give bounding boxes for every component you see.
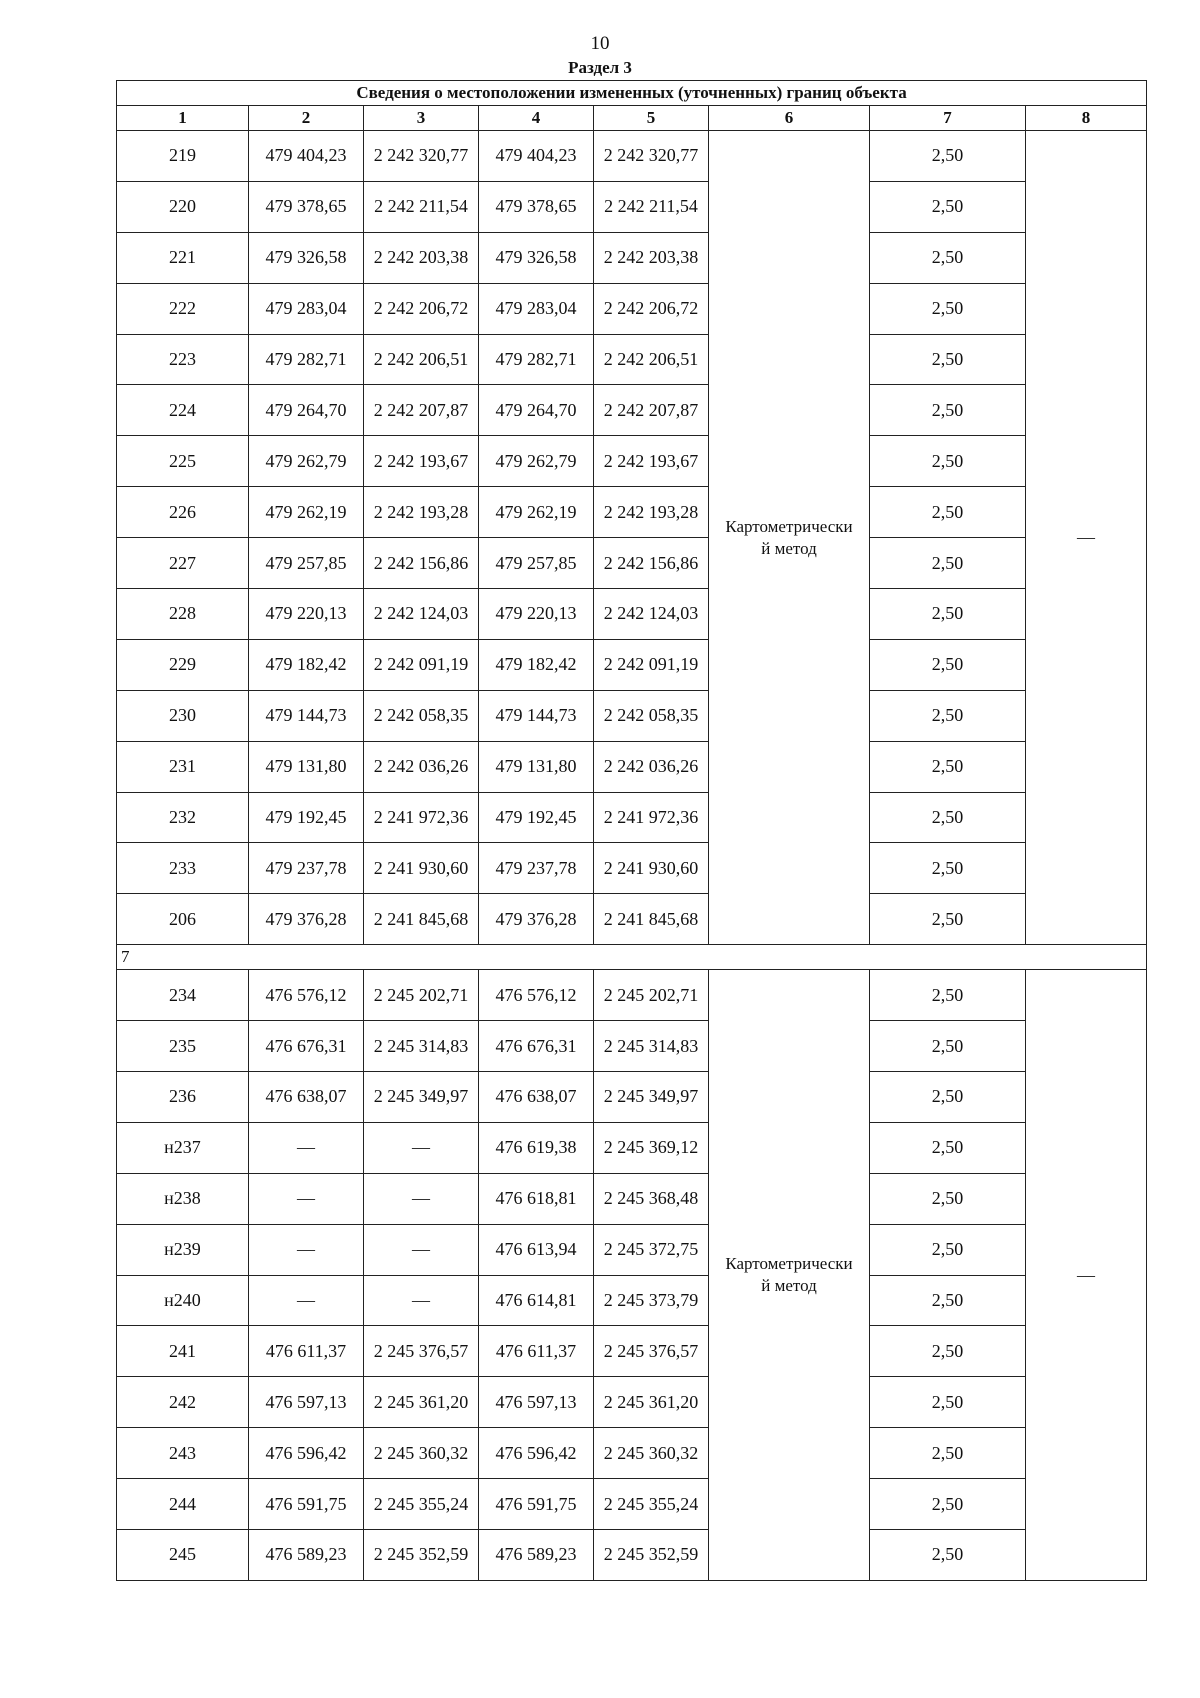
coordinate-cell: 476 638,07 (479, 1072, 594, 1123)
column-number: 2 (249, 106, 364, 131)
method-line: Картометрически (725, 1254, 853, 1274)
column-number: 5 (594, 106, 709, 131)
coordinate-cell: 2 242 206,51 (364, 334, 479, 385)
coordinate-cell: 479 192,45 (479, 792, 594, 843)
coordinate-cell: 2 245 314,83 (364, 1021, 479, 1072)
table-row (117, 1479, 1147, 1530)
coordinate-cell: 2 241 972,36 (364, 792, 479, 843)
coordinate-cell: 2 242 036,26 (364, 741, 479, 792)
coordinate-cell: — (249, 1224, 364, 1275)
coordinate-cell: 2 245 355,24 (364, 1479, 479, 1530)
coordinate-cell: 2 245 355,24 (594, 1479, 709, 1530)
table-row (117, 1072, 1147, 1123)
point-number-cell: 220 (117, 181, 249, 232)
point-number-cell: 227 (117, 538, 249, 589)
coordinate-cell: 479 376,28 (249, 894, 364, 945)
point-number-cell: 242 (117, 1377, 249, 1428)
coordinate-cell: 2 242 156,86 (594, 538, 709, 589)
column-number: 1 (117, 106, 249, 131)
group-label-row (117, 945, 1147, 970)
accuracy-cell: 2,50 (870, 792, 1026, 843)
coordinate-cell: 2 242 058,35 (594, 690, 709, 741)
accuracy-cell: 2,50 (870, 1224, 1026, 1275)
coordinate-cell: 479 262,19 (479, 487, 594, 538)
point-number-cell: 234 (117, 970, 249, 1021)
table-row (117, 131, 1147, 182)
point-number-cell: 236 (117, 1072, 249, 1123)
coordinate-cell: 476 597,13 (249, 1377, 364, 1428)
point-number-cell: н237 (117, 1122, 249, 1173)
coordinate-cell: 479 326,58 (249, 232, 364, 283)
point-number-cell: 222 (117, 283, 249, 334)
column-number: 7 (870, 106, 1026, 131)
coordinate-cell: 2 241 845,68 (594, 894, 709, 945)
table-row (117, 487, 1147, 538)
coordinate-cell: 479 220,13 (249, 589, 364, 640)
table-row (117, 1377, 1147, 1428)
coordinate-cell: 476 597,13 (479, 1377, 594, 1428)
table-row (117, 1326, 1147, 1377)
coordinate-cell: 2 245 360,32 (594, 1428, 709, 1479)
table-row (117, 181, 1147, 232)
point-number-cell: н238 (117, 1173, 249, 1224)
coordinate-cell: 479 182,42 (249, 639, 364, 690)
coordinate-cell: 2 242 091,19 (594, 639, 709, 690)
table-row (117, 1275, 1147, 1326)
coordinate-cell: — (249, 1122, 364, 1173)
table-row (117, 1021, 1147, 1072)
point-number-cell: 226 (117, 487, 249, 538)
group-label: 7 (117, 945, 1147, 970)
point-number-cell: н239 (117, 1224, 249, 1275)
accuracy-cell: 2,50 (870, 1479, 1026, 1530)
table-row (117, 690, 1147, 741)
accuracy-cell: 2,50 (870, 1021, 1026, 1072)
coordinate-cell: 479 283,04 (249, 283, 364, 334)
coordinate-cell: 479 192,45 (249, 792, 364, 843)
coordinate-cell: 476 596,42 (479, 1428, 594, 1479)
table-row (117, 894, 1147, 945)
coordinate-cell: 479 282,71 (479, 334, 594, 385)
point-number-cell: 221 (117, 232, 249, 283)
coordinate-cell: 2 245 361,20 (364, 1377, 479, 1428)
coordinate-cell: — (364, 1122, 479, 1173)
coordinate-cell: 2 242 203,38 (594, 232, 709, 283)
coordinate-cell: — (364, 1173, 479, 1224)
coordinate-cell: 479 257,85 (249, 538, 364, 589)
coordinate-cell: 2 245 352,59 (364, 1530, 479, 1581)
point-number-cell: 232 (117, 792, 249, 843)
coordinate-cell: 476 676,31 (249, 1021, 364, 1072)
table-row (117, 741, 1147, 792)
coordinate-cell: 2 245 349,97 (594, 1072, 709, 1123)
coordinate-cell: 476 611,37 (479, 1326, 594, 1377)
coordinate-cell: 2 242 124,03 (364, 589, 479, 640)
table-row (117, 283, 1147, 334)
table-row (117, 1224, 1147, 1275)
accuracy-cell: 2,50 (870, 283, 1026, 334)
coordinate-cell: 476 576,12 (249, 970, 364, 1021)
table-row (117, 436, 1147, 487)
coordinate-cell: 2 245 352,59 (594, 1530, 709, 1581)
coordinate-cell: 2 242 206,72 (364, 283, 479, 334)
accuracy-cell: 2,50 (870, 181, 1026, 232)
coordinate-cell: 479 326,58 (479, 232, 594, 283)
accuracy-cell: 2,50 (870, 1428, 1026, 1479)
accuracy-cell: 2,50 (870, 131, 1026, 182)
column-8-cell: — (1026, 970, 1147, 1581)
coordinate-cell: — (249, 1173, 364, 1224)
coordinate-cell: 479 262,79 (249, 436, 364, 487)
coordinate-cell: 476 591,75 (249, 1479, 364, 1530)
coordinate-cell: 2 242 320,77 (364, 131, 479, 182)
coordinate-cell: 479 282,71 (249, 334, 364, 385)
point-number-cell: 230 (117, 690, 249, 741)
table-row (117, 232, 1147, 283)
accuracy-cell: 2,50 (870, 1326, 1026, 1377)
point-number-cell: 244 (117, 1479, 249, 1530)
coordinate-cell: 2 245 368,48 (594, 1173, 709, 1224)
accuracy-cell: 2,50 (870, 1530, 1026, 1581)
table-row (117, 589, 1147, 640)
accuracy-cell: 2,50 (870, 843, 1026, 894)
coordinate-cell: 2 245 360,32 (364, 1428, 479, 1479)
point-number-cell: 229 (117, 639, 249, 690)
accuracy-cell: 2,50 (870, 538, 1026, 589)
coordinate-cell: 2 242 193,28 (594, 487, 709, 538)
coordinate-cell: 476 576,12 (479, 970, 594, 1021)
coordinate-cell: 2 242 320,77 (594, 131, 709, 182)
coordinate-cell: — (249, 1275, 364, 1326)
table-row (117, 385, 1147, 436)
coordinate-cell: 479 262,19 (249, 487, 364, 538)
point-number-cell: 228 (117, 589, 249, 640)
coordinate-cell: 479 237,78 (479, 843, 594, 894)
point-number-cell: 224 (117, 385, 249, 436)
method-line: й метод (761, 1276, 817, 1296)
coordinate-cell: 2 242 193,67 (364, 436, 479, 487)
coordinate-cell: 2 242 193,67 (594, 436, 709, 487)
section-title: Раздел 3 (568, 58, 632, 77)
coordinate-cell: 479 264,70 (479, 385, 594, 436)
coordinate-cell: 2 242 206,51 (594, 334, 709, 385)
coordinate-cell: 479 404,23 (249, 131, 364, 182)
coordinate-cell: 2 245 372,75 (594, 1224, 709, 1275)
accuracy-cell: 2,50 (870, 1122, 1026, 1173)
coordinate-cell: 2 245 202,71 (364, 970, 479, 1021)
accuracy-cell: 2,50 (870, 487, 1026, 538)
coordinate-cell: 2 242 207,87 (364, 385, 479, 436)
coordinate-cell: 2 242 193,28 (364, 487, 479, 538)
accuracy-cell: 2,50 (870, 385, 1026, 436)
accuracy-cell: 2,50 (870, 690, 1026, 741)
coordinate-cell: 479 144,73 (479, 690, 594, 741)
point-number-cell: 243 (117, 1428, 249, 1479)
coordinate-cell: 2 245 361,20 (594, 1377, 709, 1428)
accuracy-cell: 2,50 (870, 894, 1026, 945)
coordinate-cell: 2 245 349,97 (364, 1072, 479, 1123)
accuracy-cell: 2,50 (870, 1072, 1026, 1123)
point-number-cell: 231 (117, 741, 249, 792)
table-row (117, 1428, 1147, 1479)
table-row (117, 538, 1147, 589)
method-line: Картометрически (725, 516, 853, 536)
coordinate-cell: 2 242 207,87 (594, 385, 709, 436)
table-caption: Сведения о местоположении измененных (уточненных) границ объекта (117, 81, 1147, 106)
coordinate-cell: 2 245 376,57 (594, 1326, 709, 1377)
coordinate-cell: 479 283,04 (479, 283, 594, 334)
coordinate-cell: 476 638,07 (249, 1072, 364, 1123)
method-cell (709, 970, 870, 1581)
coordinate-cell: 479 182,42 (479, 639, 594, 690)
table-row (117, 1122, 1147, 1173)
method-cell (709, 131, 870, 945)
coordinate-cell: 479 257,85 (479, 538, 594, 589)
coordinate-cell: 476 676,31 (479, 1021, 594, 1072)
coordinate-cell: 2 245 314,83 (594, 1021, 709, 1072)
point-number-cell: 206 (117, 894, 249, 945)
coordinate-cell: 2 242 211,54 (364, 181, 479, 232)
coordinate-cell: 476 611,37 (249, 1326, 364, 1377)
accuracy-cell: 2,50 (870, 1173, 1026, 1224)
point-number-cell: 223 (117, 334, 249, 385)
coordinate-cell: 2 242 211,54 (594, 181, 709, 232)
column-number-row (117, 106, 1147, 131)
coordinate-cell: 479 131,80 (479, 741, 594, 792)
column-8-cell: — (1026, 131, 1147, 945)
coordinate-cell: 2 242 091,19 (364, 639, 479, 690)
coordinate-cell: 476 596,42 (249, 1428, 364, 1479)
coordinate-cell: 479 262,79 (479, 436, 594, 487)
coordinate-cell: 2 242 036,26 (594, 741, 709, 792)
coordinate-cell: 479 264,70 (249, 385, 364, 436)
point-number-cell: н240 (117, 1275, 249, 1326)
coordinate-cell: 479 144,73 (249, 690, 364, 741)
coordinate-cell: 479 220,13 (479, 589, 594, 640)
table-row (117, 792, 1147, 843)
coordinate-cell: 2 242 058,35 (364, 690, 479, 741)
page-number: 10 (590, 33, 610, 54)
coordinate-cell: 2 245 369,12 (594, 1122, 709, 1173)
table-row (117, 1173, 1147, 1224)
table-body (117, 131, 1147, 1581)
accuracy-cell: 2,50 (870, 970, 1026, 1021)
coordinate-cell: 2 242 124,03 (594, 589, 709, 640)
point-number-cell: 241 (117, 1326, 249, 1377)
accuracy-cell: 2,50 (870, 436, 1026, 487)
coordinate-cell: — (364, 1275, 479, 1326)
column-number: 4 (479, 106, 594, 131)
table-row (117, 843, 1147, 894)
column-number: 3 (364, 106, 479, 131)
boundary-coordinates-table (116, 80, 1147, 1581)
accuracy-cell: 2,50 (870, 1377, 1026, 1428)
coordinate-cell: — (364, 1224, 479, 1275)
column-number: 6 (709, 106, 870, 131)
coordinate-cell: 476 619,38 (479, 1122, 594, 1173)
coordinate-cell: 2 241 930,60 (594, 843, 709, 894)
coordinate-cell: 476 613,94 (479, 1224, 594, 1275)
coordinate-cell: 2 245 376,57 (364, 1326, 479, 1377)
method-line: й метод (761, 538, 817, 558)
accuracy-cell: 2,50 (870, 1275, 1026, 1326)
point-number-cell: 245 (117, 1530, 249, 1581)
accuracy-cell: 2,50 (870, 232, 1026, 283)
table-row (117, 970, 1147, 1021)
coordinate-cell: 479 237,78 (249, 843, 364, 894)
coordinate-cell: 2 245 373,79 (594, 1275, 709, 1326)
accuracy-cell: 2,50 (870, 639, 1026, 690)
coordinate-cell: 479 378,65 (479, 181, 594, 232)
coordinate-cell: 479 131,80 (249, 741, 364, 792)
coordinate-cell: 2 242 203,38 (364, 232, 479, 283)
coordinate-cell: 2 245 202,71 (594, 970, 709, 1021)
accuracy-cell: 2,50 (870, 589, 1026, 640)
point-number-cell: 233 (117, 843, 249, 894)
coordinate-cell: 2 241 930,60 (364, 843, 479, 894)
coordinate-cell: 2 241 972,36 (594, 792, 709, 843)
table-row (117, 334, 1147, 385)
table-row (117, 1530, 1147, 1581)
coordinate-cell: 476 591,75 (479, 1479, 594, 1530)
point-number-cell: 225 (117, 436, 249, 487)
point-number-cell: 219 (117, 131, 249, 182)
coordinate-cell: 476 614,81 (479, 1275, 594, 1326)
coordinate-cell: 2 241 845,68 (364, 894, 479, 945)
coordinate-cell: 479 378,65 (249, 181, 364, 232)
accuracy-cell: 2,50 (870, 741, 1026, 792)
point-number-cell: 235 (117, 1021, 249, 1072)
coordinate-cell: 476 589,23 (479, 1530, 594, 1581)
column-number: 8 (1026, 106, 1147, 131)
coordinate-cell: 2 242 156,86 (364, 538, 479, 589)
coordinate-cell: 2 242 206,72 (594, 283, 709, 334)
table-row (117, 639, 1147, 690)
coordinate-cell: 479 404,23 (479, 131, 594, 182)
accuracy-cell: 2,50 (870, 334, 1026, 385)
coordinate-cell: 479 376,28 (479, 894, 594, 945)
coordinate-cell: 476 618,81 (479, 1173, 594, 1224)
coordinate-cell: 476 589,23 (249, 1530, 364, 1581)
